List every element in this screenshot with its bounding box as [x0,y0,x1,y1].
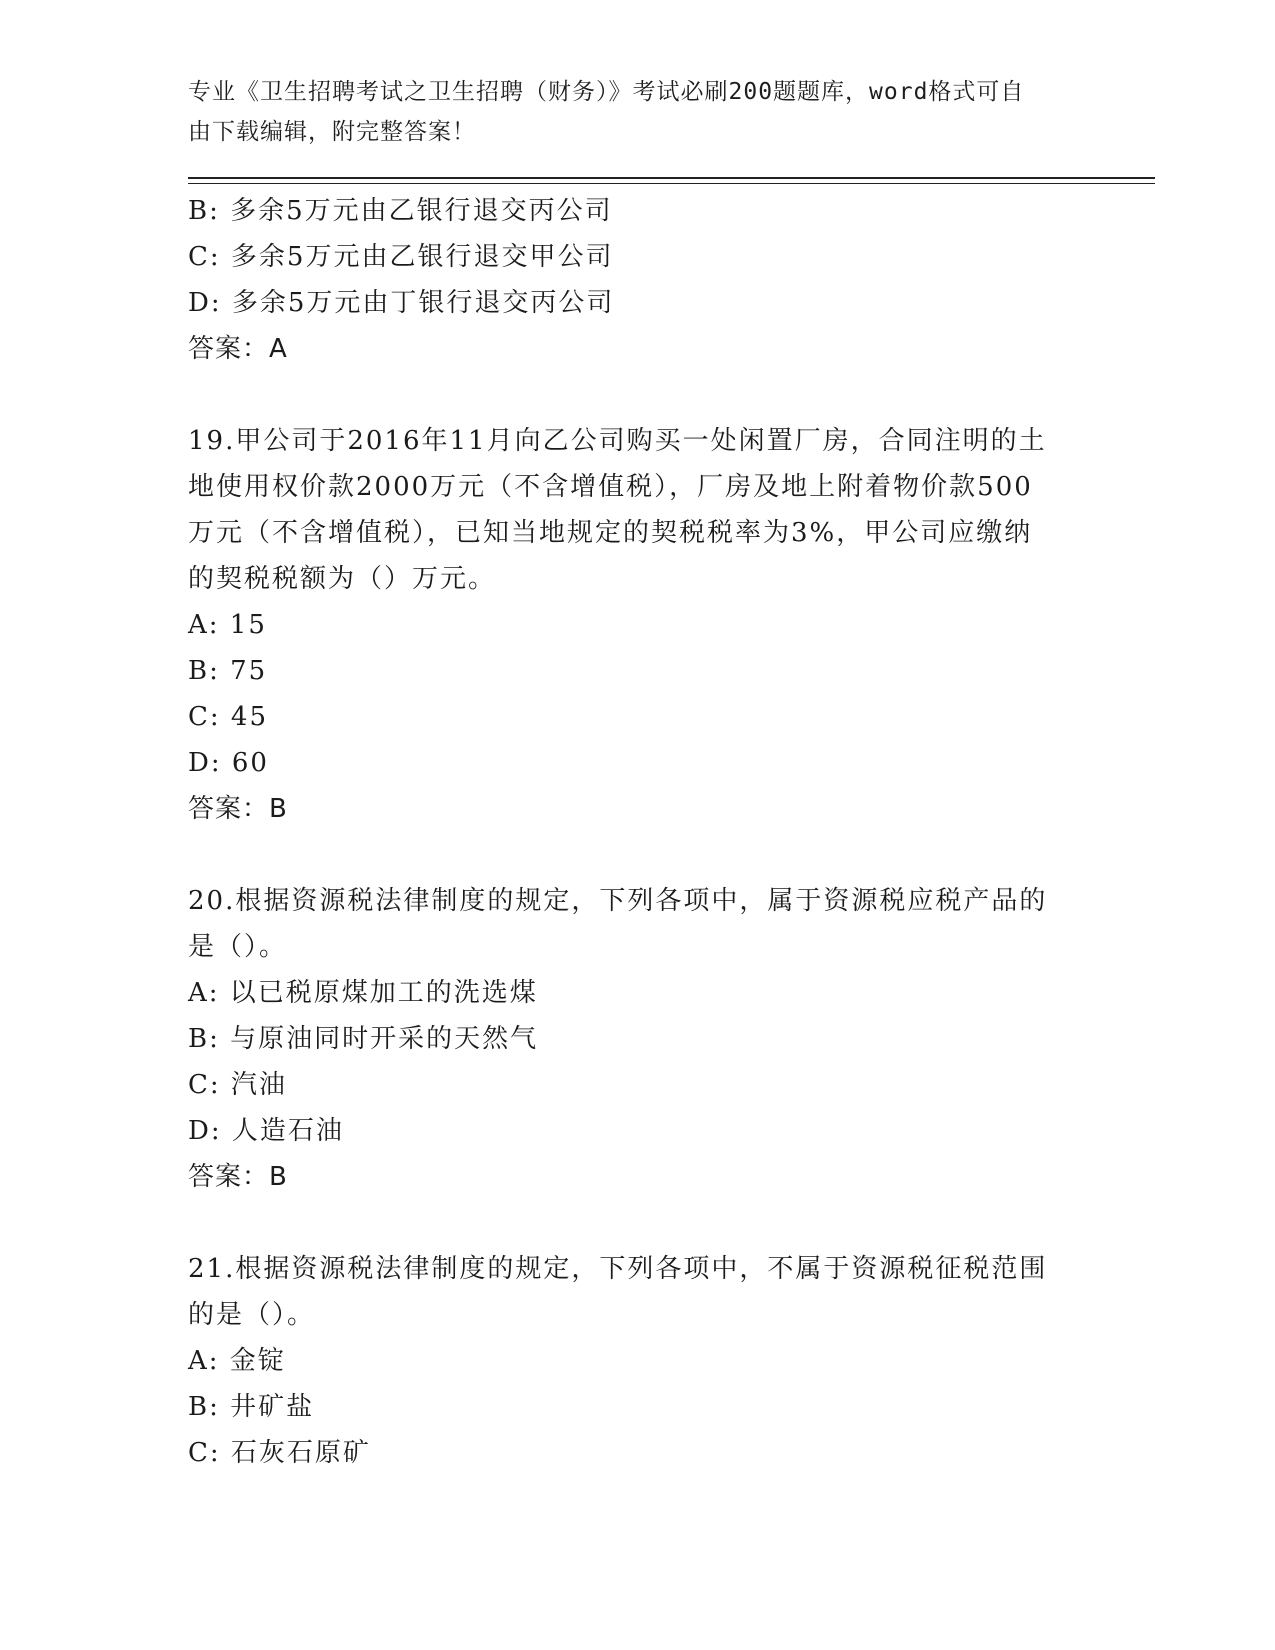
option-c: C: 石灰石原矿 [188,1438,371,1468]
question-text-line: 万元（不含增值税），已知当地规定的契税税率为3%，甲公司应缴纳 [188,518,1033,548]
question-21 [188,1246,1088,1476]
option-b: B: 多余5万元由乙银行退交丙公司 [188,196,613,226]
option-c: C: 多余5万元由乙银行退交甲公司 [188,242,614,272]
question-19 [188,418,1088,832]
question-text-line: 21.根据资源税法律制度的规定，下列各项中，不属于资源税征税范围 [188,1254,1048,1284]
option-b: B: 75 [188,656,268,686]
header-divider-thin [188,183,1155,184]
option-b: B: 井矿盐 [188,1392,315,1422]
document-header [188,72,1078,152]
question-text-line: 的契税税额为（）万元。 [188,564,497,594]
option-b: B: 与原油同时开采的天然气 [188,1024,539,1054]
question-text-line: 地使用权价款2000万元（不含增值税），厂房及地上附着物价款500 [188,472,1033,502]
spacer [188,1200,1088,1246]
option-a: A: 以已税原煤加工的洗选煤 [188,978,538,1008]
question-text-line: 是（）。 [188,932,288,962]
spacer [188,372,1088,418]
prev-question-block [188,188,1088,372]
option-c: C: 45 [188,702,269,732]
header-line-1: 专业《卫生招聘考试之卫生招聘（财务）》考试必刷200题题库，word格式可自 [188,79,1025,105]
question-text-line: 19.甲公司于2016年11月向乙公司购买一处闲置厂房，合同注明的土 [188,426,1047,456]
answer-line: 答案：A [188,334,288,364]
option-a: A: 15 [188,610,267,640]
spacer [188,832,1088,878]
header-divider-thick [188,177,1155,179]
question-content [188,188,1088,1476]
option-d: D: 60 [188,748,269,778]
option-d: D: 人造石油 [188,1116,344,1146]
option-d: D: 多余5万元由丁银行退交丙公司 [188,288,615,318]
header-line-2: 由下载编辑，附完整答案！ [188,119,476,145]
answer-line: 答案：B [188,1162,288,1192]
question-text-line: 的是（）。 [188,1300,316,1330]
option-a: A: 金锭 [188,1346,286,1376]
question-20 [188,878,1088,1200]
option-c: C: 汽油 [188,1070,287,1100]
question-text-line: 20.根据资源税法律制度的规定，下列各项中，属于资源税应税产品的 [188,886,1048,916]
answer-line: 答案：B [188,794,288,824]
